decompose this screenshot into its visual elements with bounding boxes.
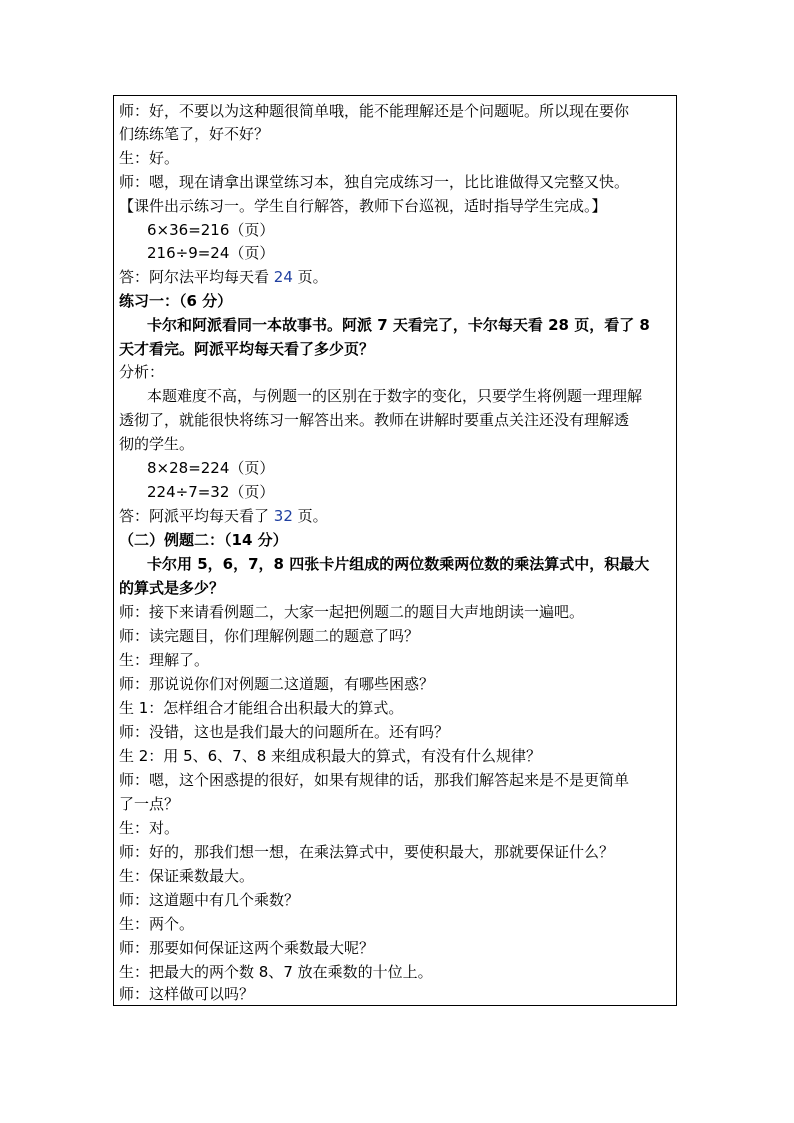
- equation-line: 216÷9=24（页）: [147, 244, 275, 262]
- analysis-text: 透彻了，就能很快将练习一解答出来。教师在讲解时要重点关注还没有理解透: [119, 411, 630, 429]
- text-line: 师：嗯，现在请拿出课堂练习本，独自完成练习一，比比谁做得又完整又快。: [119, 173, 630, 191]
- problem-text: 卡尔用 5，6，7，8 四张卡片组成的两位数乘两位数的乘法算式中，积最大: [147, 555, 650, 573]
- equation-line: 8×28=224（页）: [147, 459, 275, 477]
- equation-line: 224÷7=32（页）: [147, 483, 275, 501]
- text-line: 生 2：用 5、6、7、8 来组成积最大的算式，有没有什么规律？: [119, 747, 542, 765]
- text-line: 师：接下来请看例题二，大家一起把例题二的题目大声地朗读一遍吧。: [119, 603, 585, 621]
- section-heading: 练习一：（6 分）: [119, 292, 233, 310]
- text-line: 生：对。: [119, 819, 180, 837]
- text-line: 师：好，不要以为这种题很简单哦，能不能理解还是个问题呢。所以现在要你: [119, 102, 630, 120]
- analysis-text: 彻的学生。: [119, 435, 195, 453]
- section-heading: （二）例题二：（14 分）: [119, 531, 288, 549]
- problem-text: 的算式是多少？: [119, 579, 225, 597]
- equation-line: 6×36=216（页）: [147, 221, 275, 239]
- problem-text: 天才看完。阿派平均每天看了多少页？: [119, 340, 375, 358]
- answer-line: [119, 265, 672, 289]
- text-line: 【课件出示练习一。学生自行解答，教师下台巡视，适时指导学生完成。】: [119, 197, 607, 215]
- answer-prefix: 答：阿派平均每天看了: [119, 507, 274, 525]
- text-line: 师：这样做可以吗？: [119, 985, 255, 1003]
- text-line: 师：好的，那我们想一想，在乘法算式中，要使积最大，那就要保证什么？: [119, 843, 615, 861]
- text-line: 师：这道题中有几个乘数？: [119, 891, 300, 909]
- text-line: 生 1：怎样组合才能组合出积最大的算式。: [119, 699, 404, 717]
- problem-text: 卡尔和阿派看同一本故事书。阿派 7 天看完了，卡尔每天看 28 页，看了 8: [147, 316, 650, 334]
- answer-value: 24: [273, 268, 293, 286]
- text-line: 生：好。: [119, 149, 180, 167]
- lesson-text-box: [113, 95, 677, 1006]
- text-line: 生：保证乘数最大。: [119, 867, 255, 885]
- answer-prefix: 答：阿尔法平均每天看: [119, 268, 274, 286]
- answer-suffix: 页。: [292, 507, 328, 525]
- text-line: 师：没错，这也是我们最大的问题所在。还有吗？: [119, 723, 450, 741]
- answer-value: 32: [273, 507, 293, 525]
- text-line: 生：理解了。: [119, 651, 210, 669]
- text-line: 分析：: [119, 363, 165, 381]
- text-line: 师：读完题目，你们理解例题二的题意了吗？: [119, 627, 420, 645]
- text-line: 生：把最大的两个数 8、7 放在乘数的十位上。: [119, 963, 433, 981]
- text-line: 师：那说说你们对例题二这道题，有哪些困惑？: [119, 675, 435, 693]
- text-line: 了一点？: [119, 795, 180, 813]
- answer-line: [119, 504, 672, 528]
- text-line: 们练练笔了，好不好？: [119, 125, 270, 143]
- analysis-text: 本题难度不高，与例题一的区别在于数字的变化，只要学生将例题一理理解: [147, 387, 643, 405]
- text-line: 生：两个。: [119, 915, 195, 933]
- answer-suffix: 页。: [292, 268, 328, 286]
- text-line: 师：嗯，这个困惑提的很好，如果有规律的话，那我们解答起来是不是更简单: [119, 771, 630, 789]
- text-line: 师：那要如何保证这两个乘数最大呢？: [119, 939, 375, 957]
